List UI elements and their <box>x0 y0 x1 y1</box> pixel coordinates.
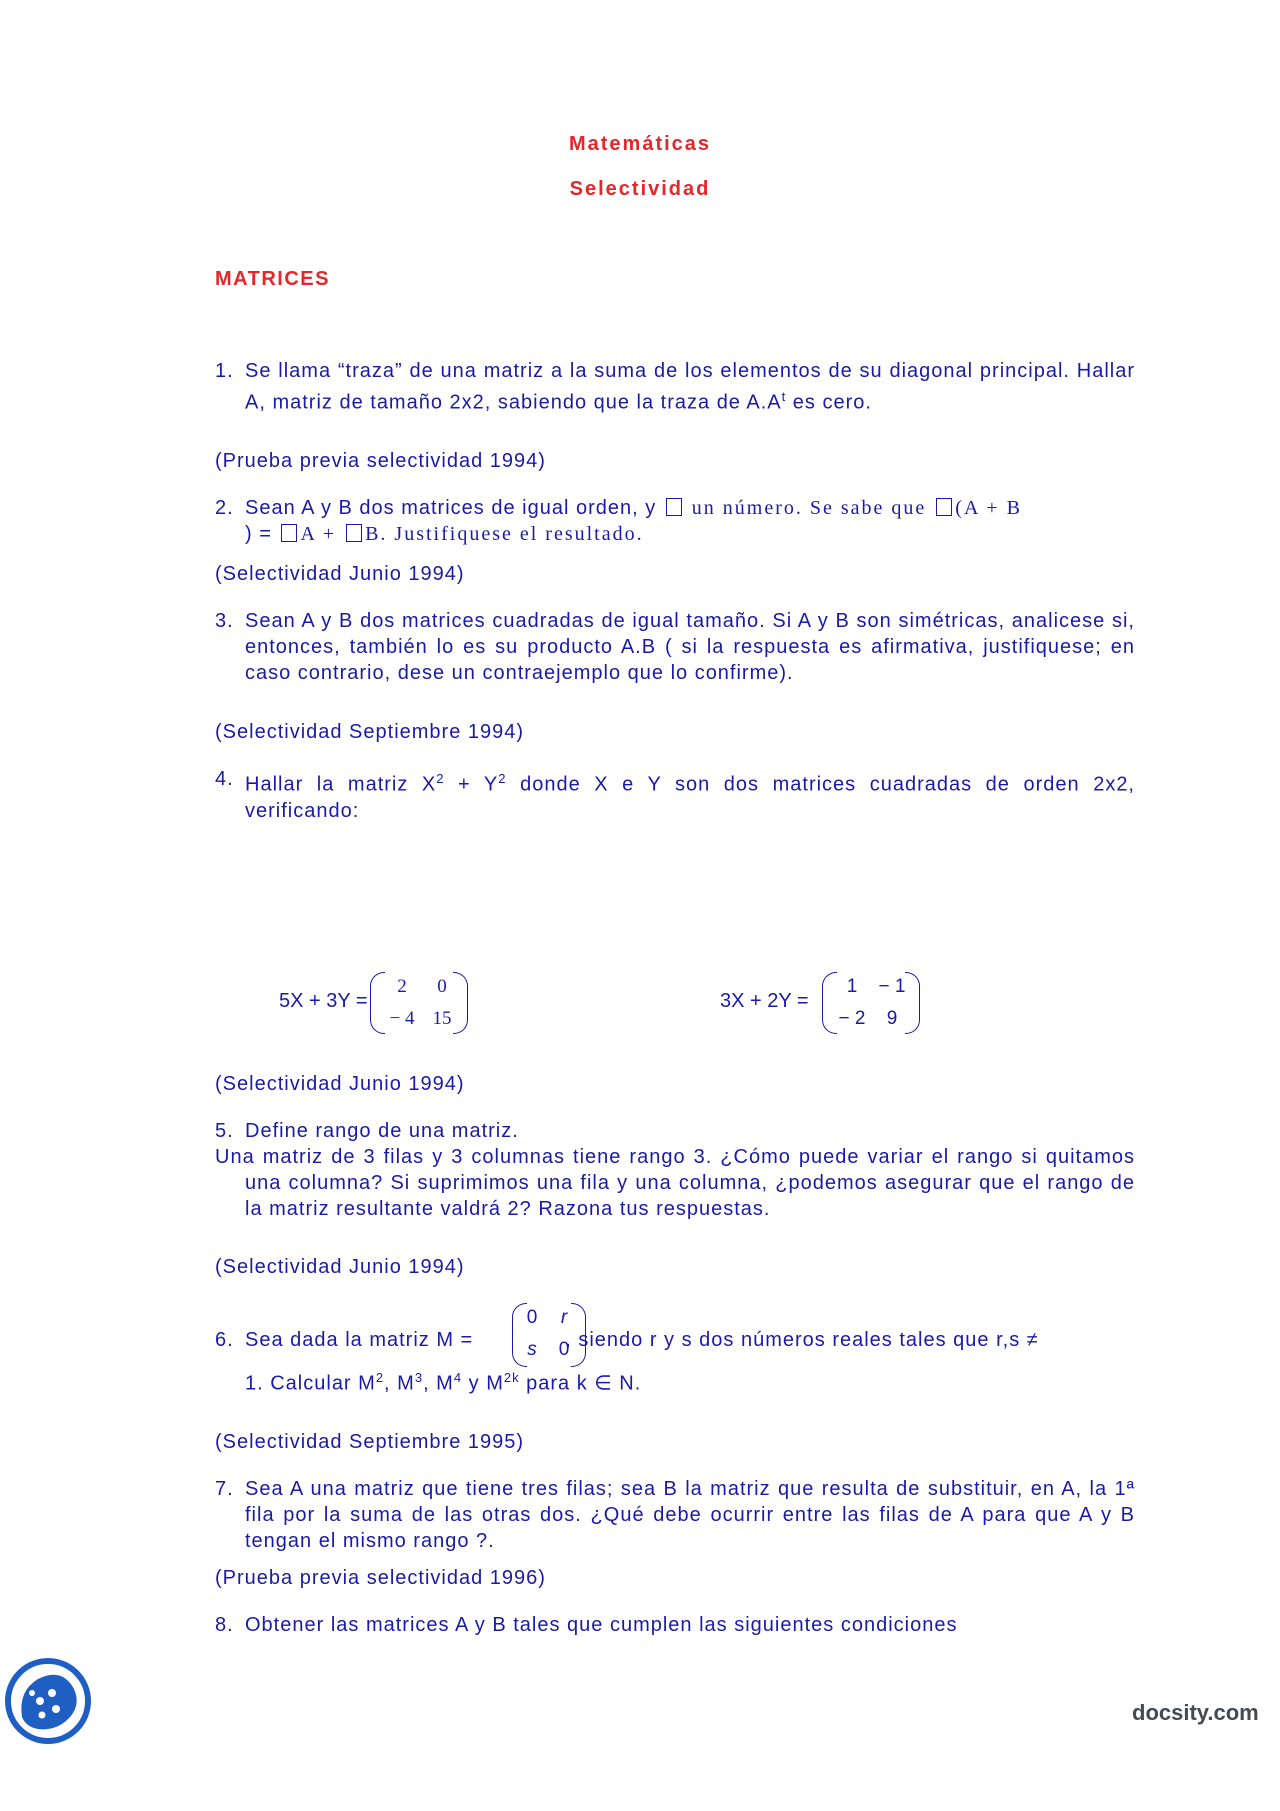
equation-label: 3X + 2Y = <box>720 990 809 1012</box>
exercise-text: Hallar la matriz $X^2 + Y^2$ donde X e Y son dos matrices cuadradas de orden 2x2, verificando: <box>245 771 1135 822</box>
exercise-title: Define rango de una matriz. <box>245 1120 519 1142</box>
exercise-number: 4. <box>215 768 234 790</box>
matrix-cell: 0 <box>437 976 447 997</box>
exercise-3 <box>215 608 1135 686</box>
doc-title: Matemáticas <box>568 133 712 155</box>
exercise-6 <box>215 1327 1135 1397</box>
exercise-source: (Prueba previa selectividad 1994) <box>215 450 546 472</box>
exercise-source: (Selectividad Junio 1994) <box>215 1073 465 1095</box>
exercise-text: Sea A una matriz que tiene tres filas; sea B la matriz que resulta de substituir, en A, la 1ª fila por la suma de las otras dos. ¿Qué debe ocurrir entre las filas de A para que A y B tengan el mismo rango ?. <box>245 1478 1135 1552</box>
matrix-3x2y <box>822 972 920 1034</box>
exercise-number: 2. <box>215 497 234 519</box>
doc-subtitle: Selectividad <box>569 178 711 200</box>
exercise-text: Sean A y B dos matrices cuadradas de igual tamaño. Si A y B son simétricas, analicese si, entonces, también lo es su producto A.B ( si la respuesta es afirmativa, justifiquese; en caso contrario, dese un contraejemplo que lo confirme). <box>245 610 1135 684</box>
section-heading: MATRICES <box>215 268 330 290</box>
exercise-text: Obtener las matrices A y B tales que cumplen las siguientes condiciones <box>245 1614 958 1636</box>
exercise-5 <box>215 1118 1135 1222</box>
matrix-m <box>512 1303 586 1367</box>
exercise-2 <box>215 495 1135 547</box>
matrix-cell: r <box>560 1307 568 1328</box>
missing-symbol-icon <box>666 498 682 516</box>
matrix-cell: 1 <box>846 976 858 997</box>
exercise-4 <box>215 766 1135 824</box>
brand-text[interactable]: docsity.com <box>1132 1700 1259 1725</box>
equation-label: 5X + 3Y = <box>279 990 368 1012</box>
exercise-source: (Prueba previa selectividad 1996) <box>215 1567 546 1589</box>
missing-symbol-icon <box>346 524 362 542</box>
exercise-number: 1. <box>215 360 234 382</box>
exercise-number: 7. <box>215 1478 234 1500</box>
exercise-8 <box>215 1612 1135 1638</box>
matrix-cell: 15 <box>432 1008 452 1029</box>
exercise-source: (Selectividad Junio 1994) <box>215 1256 465 1278</box>
exercise-text: Se llama “traza” de una matriz a la suma de los elementos de su diagonal principal. Hallar A, matriz de tamaño 2x2, sabiendo que la traza de $A.A^t$ es cero. <box>245 360 1135 414</box>
missing-symbol-icon <box>936 498 952 516</box>
exercise-text-cont: 1. Calcular $M^2$, $M^3$, $M^4$ y $M^{2k}$ para k ∈ N. <box>245 1370 642 1395</box>
exercise-source: (Selectividad Septiembre 1995) <box>215 1431 525 1453</box>
exercise-text: Sea dada la matriz M = , siendo r y s dos números reales tales que r,s ≠ <box>245 1329 1039 1351</box>
exercise-7 <box>215 1476 1135 1554</box>
exercise-text: Una matriz de 3 filas y 3 columnas tiene rango 3. ¿Cómo puede variar el rango si quitamos una columna? Si suprimimos una fila y una columna, ¿podemos asegurar que el rango de la matriz resultante valdrá 2? Razona tus respuestas. <box>215 1146 1135 1220</box>
matrix-cell: 2 <box>397 976 407 997</box>
exercise-1 <box>215 358 1135 416</box>
docsity-logo-icon <box>4 1657 92 1745</box>
exercise-text: Sean A y B dos matrices de igual orden, y un número. Se sabe que (A + B ) = A + B. Justifiquese el resultado. <box>245 497 1022 545</box>
matrix-cell: − 4 <box>389 1008 415 1029</box>
matrix-5x3y <box>370 972 468 1034</box>
exercise-number: 8. <box>215 1614 234 1636</box>
exercise-number: 5. <box>215 1120 234 1142</box>
exercise-source: (Selectividad Junio 1994) <box>215 563 465 585</box>
exercise-number: 6. <box>215 1329 234 1351</box>
missing-symbol-icon <box>281 524 297 542</box>
matrix-cell: − 1 <box>878 976 906 997</box>
exercise-number: 3. <box>215 610 234 632</box>
exercise-source: (Selectividad Septiembre 1994) <box>215 721 525 743</box>
matrix-cell: − 2 <box>838 1008 866 1029</box>
matrix-cell: 9 <box>886 1008 898 1029</box>
matrix-cell: 0 <box>526 1307 538 1328</box>
matrix-cell: 0 <box>558 1339 570 1360</box>
matrix-cell: s <box>527 1339 537 1360</box>
